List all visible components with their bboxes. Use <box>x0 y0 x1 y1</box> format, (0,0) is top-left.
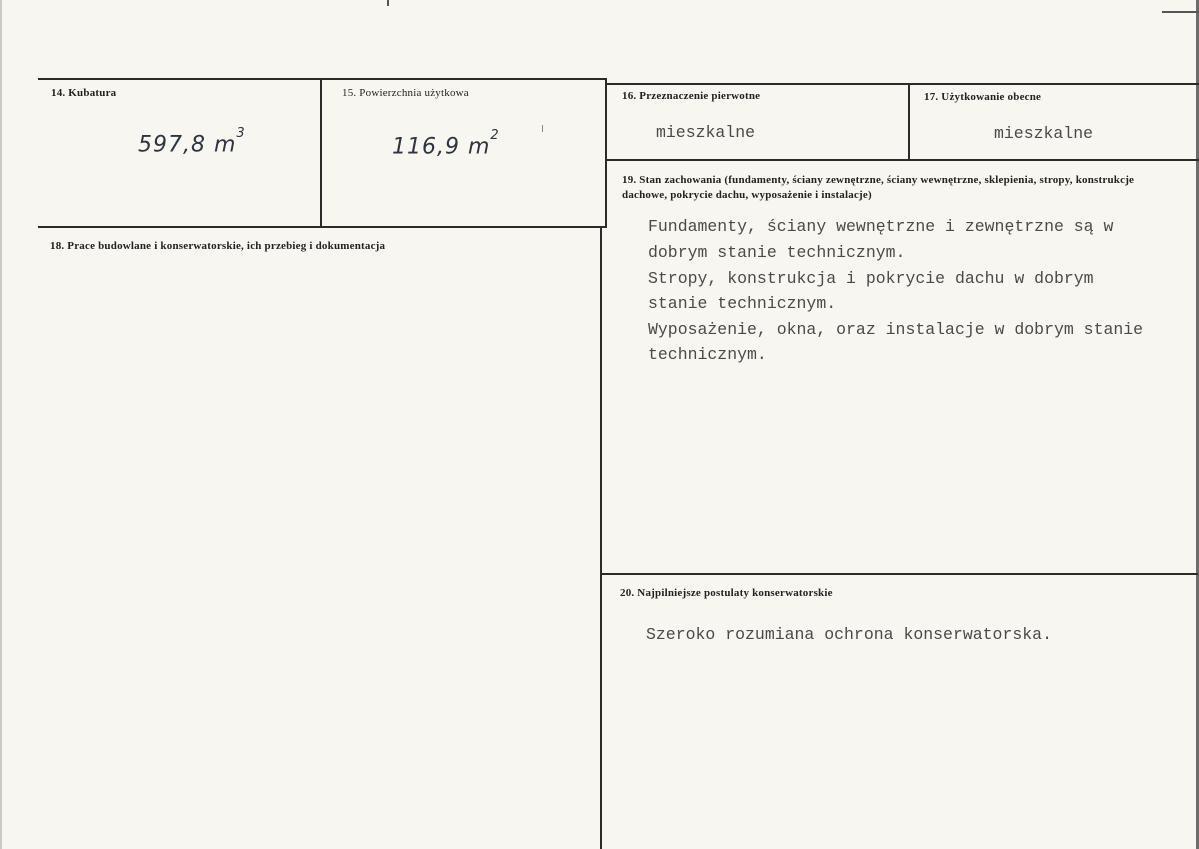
mid-right-rule <box>606 159 1199 161</box>
field-14-unit-exponent: 3 <box>236 126 246 141</box>
field-19-line-4: stanie technicznym. <box>648 294 837 313</box>
field-15-unit-exponent: 2 <box>490 128 500 143</box>
left-col-divider <box>320 78 322 228</box>
field-14-value <box>138 126 246 158</box>
field-19-line-3: Stropy, konstrukcja i pokrycie dachu w dobrym <box>648 269 1094 288</box>
field-15-label: 15. Powierzchnia użytkowa <box>342 87 469 99</box>
field-20-value: Szeroko rozumiana ochrona konserwatorska. <box>646 625 1052 644</box>
field-16-label: 16. Przeznaczenie pierwotne <box>622 90 761 102</box>
top-edge-mark <box>387 0 389 6</box>
field-19-line-5: Wyposażenie, okna, oraz instalacje w dobrym stanie <box>648 320 1144 339</box>
field-19-line-1: Fundamenty, ściany wewnętrzne i zewnętrzne są w <box>648 217 1114 236</box>
field-15-value <box>392 128 500 160</box>
center-divider-lower <box>600 228 602 849</box>
field-19-line-6: technicznym. <box>648 345 767 364</box>
mid-left-rule <box>38 226 606 228</box>
field-19-line-2: dobrym stanie technicznym. <box>648 243 906 262</box>
field-15-value-text: 116,9 m <box>392 134 491 160</box>
field-20-label: 20. Najpilniejsze postulaty konserwatorskie <box>620 587 833 599</box>
field-18-label: 18. Prace budowlane i konserwatorskie, ich przebieg i dokumentacja <box>50 240 386 252</box>
field-19-label: 19. Stan zachowania (fundamenty, ściany zewnętrzne, ściany wewnętrzne, sklepienia, stropy, konstrukcje dachowe, pokrycie dachu, wyposażenie i instalacje) <box>622 174 1135 201</box>
top-right-rule <box>606 83 1199 85</box>
top-left-rule <box>38 78 606 80</box>
stray-mark <box>542 125 543 132</box>
field-16-value: mieszkalne <box>656 123 756 142</box>
top-right-mark <box>1162 11 1199 13</box>
right-col-divider <box>908 83 910 161</box>
field-14-label: 14. Kubatura <box>51 87 117 99</box>
field-14-value-text: 597,8 m <box>138 132 237 158</box>
lower-right-rule <box>600 573 1198 575</box>
field-17-value: mieszkalne <box>994 124 1094 143</box>
field-17-label: 17. Użytkowanie obecne <box>924 91 1042 103</box>
center-divider-upper <box>605 78 607 228</box>
